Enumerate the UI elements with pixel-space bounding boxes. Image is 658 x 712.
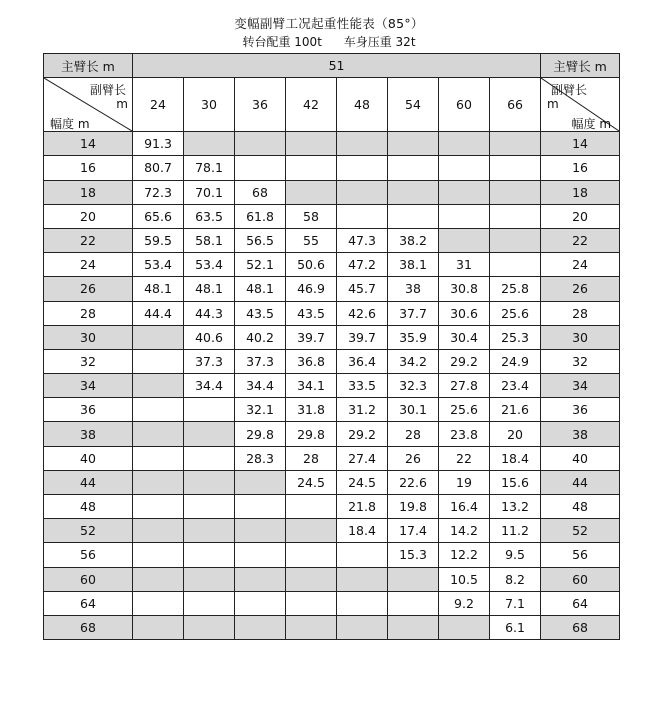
- table-row: [44, 228, 620, 252]
- capacity-cell: 34.4: [235, 374, 286, 398]
- capacity-cell: 42.6: [337, 301, 388, 325]
- capacity-cell: 44.4: [133, 301, 184, 325]
- capacity-cell: 48.1: [133, 277, 184, 301]
- radius-cell: 30: [44, 325, 133, 349]
- capacity-cell: 30.8: [439, 277, 490, 301]
- capacity-cell: 6.1: [490, 615, 541, 639]
- radius-label: 幅度 m: [571, 117, 612, 132]
- radius-cell: 32: [541, 349, 620, 373]
- radius-cell: 40: [44, 446, 133, 470]
- radius-cell: 38: [541, 422, 620, 446]
- page-subtitle: [0, 33, 658, 50]
- capacity-cell: 25.8: [490, 277, 541, 301]
- capacity-cell: 43.5: [286, 301, 337, 325]
- capacity-cell: [286, 132, 337, 156]
- jib-length-header: 30: [184, 78, 235, 132]
- capacity-cell: 58.1: [184, 228, 235, 252]
- capacity-cell: 14.2: [439, 519, 490, 543]
- capacity-cell: [133, 591, 184, 615]
- radius-cell: 24: [541, 253, 620, 277]
- radius-cell: 14: [44, 132, 133, 156]
- capacity-cell: 56.5: [235, 228, 286, 252]
- capacity-cell: [439, 615, 490, 639]
- jib-label: 副臂长: [89, 83, 126, 98]
- capacity-cell: 18.4: [490, 446, 541, 470]
- capacity-cell: 46.9: [286, 277, 337, 301]
- capacity-cell: 29.8: [235, 422, 286, 446]
- table-body: [44, 132, 620, 640]
- capacity-cell: [133, 543, 184, 567]
- capacity-cell: 36.8: [286, 349, 337, 373]
- radius-cell: 20: [541, 204, 620, 228]
- header-corner-right: [541, 78, 620, 132]
- capacity-cell: 55: [286, 228, 337, 252]
- capacity-cell: [286, 180, 337, 204]
- jib-length-header: 48: [337, 78, 388, 132]
- capacity-cell: [235, 519, 286, 543]
- capacity-cell: 28.3: [235, 446, 286, 470]
- capacity-cell: [439, 228, 490, 252]
- radius-cell: 22: [44, 228, 133, 252]
- capacity-cell: [388, 156, 439, 180]
- capacity-cell: [337, 132, 388, 156]
- radius-cell: 68: [44, 615, 133, 639]
- table-row: [44, 325, 620, 349]
- capacity-cell: 30.4: [439, 325, 490, 349]
- table-row: [44, 470, 620, 494]
- capacity-cell: 9.2: [439, 591, 490, 615]
- ballast-text: 车身压重 32t: [343, 35, 416, 49]
- radius-cell: 14: [541, 132, 620, 156]
- capacity-cell: [490, 156, 541, 180]
- capacity-cell: 13.2: [490, 495, 541, 519]
- capacity-cell: 30.1: [388, 398, 439, 422]
- capacity-cell: [286, 615, 337, 639]
- capacity-cell: 25.6: [439, 398, 490, 422]
- table-row: [44, 156, 620, 180]
- radius-cell: 26: [541, 277, 620, 301]
- capacity-cell: [439, 132, 490, 156]
- capacity-cell: 38.1: [388, 253, 439, 277]
- table-row: [44, 519, 620, 543]
- capacity-cell: 38.2: [388, 228, 439, 252]
- capacity-cell: 50.6: [286, 253, 337, 277]
- capacity-cell: 29.8: [286, 422, 337, 446]
- capacity-cell: 19: [439, 470, 490, 494]
- jib-length-header: 66: [490, 78, 541, 132]
- radius-cell: 32: [44, 349, 133, 373]
- capacity-cell: [133, 567, 184, 591]
- table-row: [44, 301, 620, 325]
- capacity-cell: 48.1: [184, 277, 235, 301]
- capacity-cell: [184, 543, 235, 567]
- table-row: [44, 446, 620, 470]
- capacity-cell: 10.5: [439, 567, 490, 591]
- counterweight-text: 转台配重 100t: [242, 35, 322, 49]
- capacity-cell: [235, 591, 286, 615]
- jib-length-header: 42: [286, 78, 337, 132]
- capacity-cell: [286, 543, 337, 567]
- capacity-cell: 24.9: [490, 349, 541, 373]
- capacity-cell: 37.3: [235, 349, 286, 373]
- main-boom-label-left: 主臂长 m: [44, 54, 133, 78]
- radius-cell: 48: [44, 495, 133, 519]
- capacity-cell: [184, 591, 235, 615]
- capacity-cell: 80.7: [133, 156, 184, 180]
- radius-cell: 52: [44, 519, 133, 543]
- capacity-cell: 17.4: [388, 519, 439, 543]
- capacity-cell: 61.8: [235, 204, 286, 228]
- capacity-cell: [286, 156, 337, 180]
- capacity-cell: 37.3: [184, 349, 235, 373]
- radius-cell: 68: [541, 615, 620, 639]
- capacity-cell: [133, 398, 184, 422]
- capacity-cell: [337, 567, 388, 591]
- radius-cell: 34: [44, 374, 133, 398]
- capacity-cell: [337, 204, 388, 228]
- capacity-cell: 31.2: [337, 398, 388, 422]
- capacity-cell: 48.1: [235, 277, 286, 301]
- table-row: [44, 132, 620, 156]
- capacity-cell: [184, 446, 235, 470]
- capacity-cell: 68: [235, 180, 286, 204]
- capacity-cell: [490, 253, 541, 277]
- capacity-cell: 35.9: [388, 325, 439, 349]
- radius-cell: 24: [44, 253, 133, 277]
- capacity-cell: [337, 543, 388, 567]
- table-row: [44, 253, 620, 277]
- capacity-cell: [388, 591, 439, 615]
- capacity-cell: [133, 446, 184, 470]
- table-row: [44, 422, 620, 446]
- capacity-cell: [133, 615, 184, 639]
- capacity-cell: 27.8: [439, 374, 490, 398]
- load-chart-table: [43, 53, 620, 640]
- capacity-cell: [337, 615, 388, 639]
- capacity-cell: [337, 180, 388, 204]
- radius-cell: 20: [44, 204, 133, 228]
- capacity-cell: 28: [286, 446, 337, 470]
- radius-cell: 38: [44, 422, 133, 446]
- table-row: [44, 204, 620, 228]
- capacity-cell: 47.3: [337, 228, 388, 252]
- capacity-cell: [184, 470, 235, 494]
- radius-cell: 48: [541, 495, 620, 519]
- capacity-cell: 31: [439, 253, 490, 277]
- capacity-cell: 39.7: [337, 325, 388, 349]
- capacity-cell: 47.2: [337, 253, 388, 277]
- radius-cell: 16: [44, 156, 133, 180]
- capacity-cell: [337, 156, 388, 180]
- capacity-cell: 53.4: [133, 253, 184, 277]
- capacity-cell: 16.4: [439, 495, 490, 519]
- table-row: [44, 180, 620, 204]
- capacity-cell: [286, 567, 337, 591]
- jib-length-header: 24: [133, 78, 184, 132]
- capacity-cell: 45.7: [337, 277, 388, 301]
- radius-cell: 64: [44, 591, 133, 615]
- capacity-cell: 32.3: [388, 374, 439, 398]
- capacity-cell: 8.2: [490, 567, 541, 591]
- capacity-cell: [184, 132, 235, 156]
- capacity-cell: [439, 204, 490, 228]
- capacity-cell: 24.5: [286, 470, 337, 494]
- table-row: [44, 495, 620, 519]
- capacity-cell: 25.3: [490, 325, 541, 349]
- table-row: [44, 615, 620, 639]
- capacity-cell: [235, 470, 286, 494]
- capacity-cell: 22: [439, 446, 490, 470]
- capacity-cell: 52.1: [235, 253, 286, 277]
- radius-cell: 28: [44, 301, 133, 325]
- jib-unit: m: [547, 97, 559, 112]
- capacity-cell: 23.4: [490, 374, 541, 398]
- main-boom-value: 51: [133, 54, 541, 78]
- radius-cell: 16: [541, 156, 620, 180]
- capacity-cell: [184, 519, 235, 543]
- radius-cell: 28: [541, 301, 620, 325]
- capacity-cell: [184, 567, 235, 591]
- radius-cell: 56: [44, 543, 133, 567]
- capacity-cell: 91.3: [133, 132, 184, 156]
- capacity-cell: [388, 567, 439, 591]
- capacity-cell: 19.8: [388, 495, 439, 519]
- capacity-cell: 72.3: [133, 180, 184, 204]
- capacity-cell: [490, 132, 541, 156]
- capacity-cell: [133, 374, 184, 398]
- radius-cell: 30: [541, 325, 620, 349]
- radius-cell: 22: [541, 228, 620, 252]
- radius-cell: 64: [541, 591, 620, 615]
- capacity-cell: [388, 180, 439, 204]
- radius-cell: 44: [541, 470, 620, 494]
- jib-length-header: 36: [235, 78, 286, 132]
- capacity-cell: 59.5: [133, 228, 184, 252]
- jib-label: 副臂长: [551, 83, 588, 98]
- capacity-cell: 38: [388, 277, 439, 301]
- capacity-cell: [286, 519, 337, 543]
- capacity-cell: 18.4: [337, 519, 388, 543]
- capacity-cell: 33.5: [337, 374, 388, 398]
- radius-cell: 60: [541, 567, 620, 591]
- capacity-cell: 22.6: [388, 470, 439, 494]
- radius-label: 幅度 m: [50, 117, 90, 132]
- capacity-cell: [388, 132, 439, 156]
- radius-cell: 34: [541, 374, 620, 398]
- header-row-jib: [44, 78, 620, 132]
- capacity-cell: 32.1: [235, 398, 286, 422]
- capacity-cell: 36.4: [337, 349, 388, 373]
- capacity-cell: [490, 204, 541, 228]
- radius-cell: 26: [44, 277, 133, 301]
- table-row: [44, 349, 620, 373]
- capacity-cell: [133, 519, 184, 543]
- capacity-cell: [388, 204, 439, 228]
- capacity-cell: 21.8: [337, 495, 388, 519]
- capacity-cell: [337, 591, 388, 615]
- capacity-cell: 11.2: [490, 519, 541, 543]
- capacity-cell: 30.6: [439, 301, 490, 325]
- capacity-cell: 7.1: [490, 591, 541, 615]
- jib-length-header: 60: [439, 78, 490, 132]
- capacity-cell: 9.5: [490, 543, 541, 567]
- radius-cell: 44: [44, 470, 133, 494]
- capacity-cell: [133, 422, 184, 446]
- capacity-cell: 31.8: [286, 398, 337, 422]
- capacity-cell: [235, 615, 286, 639]
- capacity-cell: [184, 495, 235, 519]
- capacity-cell: [490, 228, 541, 252]
- capacity-cell: 39.7: [286, 325, 337, 349]
- capacity-cell: 12.2: [439, 543, 490, 567]
- capacity-cell: [388, 615, 439, 639]
- radius-cell: 52: [541, 519, 620, 543]
- capacity-cell: 23.8: [439, 422, 490, 446]
- radius-cell: 18: [44, 180, 133, 204]
- radius-cell: 36: [44, 398, 133, 422]
- capacity-cell: [235, 567, 286, 591]
- table-row: [44, 398, 620, 422]
- capacity-cell: [439, 180, 490, 204]
- capacity-cell: [439, 156, 490, 180]
- capacity-cell: 28: [388, 422, 439, 446]
- capacity-cell: 78.1: [184, 156, 235, 180]
- capacity-cell: 40.2: [235, 325, 286, 349]
- capacity-cell: [235, 495, 286, 519]
- header-row-main-boom: [44, 54, 620, 78]
- capacity-cell: 24.5: [337, 470, 388, 494]
- capacity-cell: 25.6: [490, 301, 541, 325]
- table-row: [44, 591, 620, 615]
- jib-unit: m: [116, 97, 128, 112]
- header-corner-left: [44, 78, 133, 132]
- capacity-cell: [286, 495, 337, 519]
- radius-cell: 40: [541, 446, 620, 470]
- capacity-cell: [286, 591, 337, 615]
- page-title: 变幅副臂工况起重性能表（85°）: [234, 16, 424, 31]
- capacity-cell: 65.6: [133, 204, 184, 228]
- capacity-cell: 34.2: [388, 349, 439, 373]
- capacity-cell: 21.6: [490, 398, 541, 422]
- capacity-cell: 20: [490, 422, 541, 446]
- capacity-cell: [133, 495, 184, 519]
- capacity-cell: 44.3: [184, 301, 235, 325]
- capacity-cell: [235, 132, 286, 156]
- capacity-cell: [235, 543, 286, 567]
- main-boom-label-right: 主臂长 m: [541, 54, 620, 78]
- capacity-cell: 26: [388, 446, 439, 470]
- table-row: [44, 543, 620, 567]
- table-row: [44, 277, 620, 301]
- table-row: [44, 567, 620, 591]
- capacity-cell: 15.6: [490, 470, 541, 494]
- capacity-cell: [184, 422, 235, 446]
- capacity-cell: 40.6: [184, 325, 235, 349]
- radius-cell: 36: [541, 398, 620, 422]
- radius-cell: 60: [44, 567, 133, 591]
- capacity-cell: [133, 470, 184, 494]
- capacity-cell: 53.4: [184, 253, 235, 277]
- capacity-cell: 37.7: [388, 301, 439, 325]
- jib-length-header: 54: [388, 78, 439, 132]
- capacity-cell: [235, 156, 286, 180]
- capacity-cell: [490, 180, 541, 204]
- capacity-cell: 27.4: [337, 446, 388, 470]
- capacity-cell: 29.2: [337, 422, 388, 446]
- capacity-cell: [133, 349, 184, 373]
- capacity-cell: [184, 398, 235, 422]
- radius-cell: 18: [541, 180, 620, 204]
- table-row: [44, 374, 620, 398]
- capacity-cell: 70.1: [184, 180, 235, 204]
- capacity-cell: 29.2: [439, 349, 490, 373]
- radius-cell: 56: [541, 543, 620, 567]
- capacity-cell: 34.1: [286, 374, 337, 398]
- capacity-cell: 15.3: [388, 543, 439, 567]
- capacity-cell: 43.5: [235, 301, 286, 325]
- capacity-cell: 34.4: [184, 374, 235, 398]
- capacity-cell: 58: [286, 204, 337, 228]
- capacity-cell: 63.5: [184, 204, 235, 228]
- capacity-cell: [133, 325, 184, 349]
- capacity-cell: [184, 615, 235, 639]
